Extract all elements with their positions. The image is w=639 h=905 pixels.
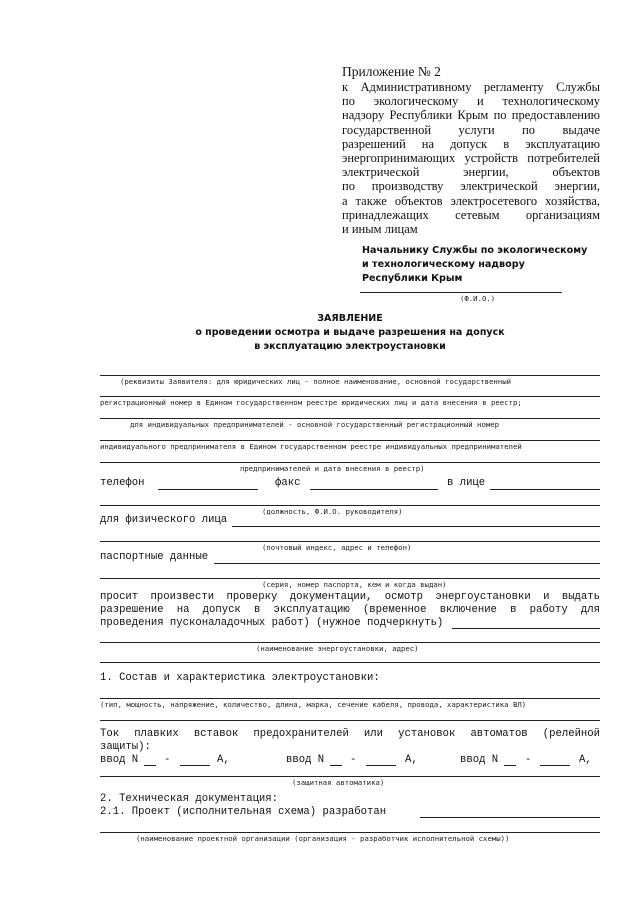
input-2-dash: - bbox=[350, 754, 357, 766]
passport-label: паспортные данные bbox=[100, 551, 209, 563]
requisites-line-4[interactable] bbox=[100, 440, 600, 441]
section2-caption: (наименование проектной организации (организация - разработчик исполнительной схемы)) bbox=[136, 834, 510, 843]
protection-caption: (защитная автоматика) bbox=[292, 778, 385, 787]
requisites-caption-1: (реквизиты Заявителя: для юридических лиц - полное наименование, основной государственный bbox=[120, 377, 511, 386]
position-line[interactable] bbox=[100, 505, 600, 506]
section2-item1-field[interactable] bbox=[420, 817, 600, 818]
fax-label: факс bbox=[275, 477, 301, 489]
section1-line[interactable] bbox=[100, 698, 600, 699]
fio-line[interactable] bbox=[360, 292, 562, 293]
appendix-line: к Административному регламенту Службы bbox=[342, 80, 600, 94]
input-2-unit: А, bbox=[405, 754, 418, 766]
current-line-2: защиты): bbox=[100, 741, 151, 753]
input-3-number-field[interactable] bbox=[504, 765, 516, 766]
passport-field[interactable] bbox=[214, 563, 600, 564]
request-line-1: просит произвести проверку документации, осмотр энергоустановки и выдать bbox=[100, 591, 600, 603]
input-3-dash: - bbox=[525, 754, 532, 766]
address-line[interactable] bbox=[100, 541, 600, 542]
fio-caption: (Ф.И.О.) bbox=[460, 294, 496, 303]
requisites-line-3[interactable] bbox=[100, 418, 600, 419]
appendix-line: по экологическому и технологическому bbox=[342, 94, 600, 109]
request-line-2: разрешение на допуск в эксплуатацию (временное включение в работу для bbox=[100, 604, 600, 616]
input-2-label: ввод N bbox=[286, 754, 325, 766]
passport-caption: (серия, номер паспорта, кем и когда выдан) bbox=[262, 580, 447, 589]
appendix-line: по производству электрической энергии, bbox=[342, 179, 600, 194]
installation-line-2[interactable] bbox=[100, 662, 600, 663]
requisites-line-2[interactable] bbox=[100, 396, 600, 397]
appendix-line: а также объектов электросетевого хозяйства, bbox=[342, 193, 600, 208]
request-line-3: проведения пусконаладочных работ) (нужное подчеркнуть) bbox=[100, 617, 444, 629]
requisites-caption-5: предпринимателей и дата внесения в реестр) bbox=[240, 464, 425, 473]
phone-label: телефон bbox=[100, 477, 145, 489]
address-caption: (почтовый индекс, адрес и телефон) bbox=[262, 543, 412, 552]
statement-title: ЗАЯВЛЕНИЕ bbox=[317, 313, 383, 324]
section2-line[interactable] bbox=[100, 832, 600, 833]
request-line-3-field[interactable] bbox=[452, 628, 600, 629]
individual-field[interactable] bbox=[232, 526, 600, 527]
appendix-line: электрической энергии, объектов bbox=[342, 165, 600, 180]
requisites-line-5[interactable] bbox=[100, 462, 600, 463]
input-3-unit: А, bbox=[579, 754, 592, 766]
person-label: в лице bbox=[447, 477, 486, 489]
appendix-line: надзору Республики Крым по предоставлению bbox=[342, 108, 600, 123]
input-2-value-field[interactable] bbox=[366, 765, 396, 766]
input-1-number-field[interactable] bbox=[144, 765, 156, 766]
fax-field[interactable] bbox=[310, 489, 438, 490]
appendix-line: государственной услуги по выдаче bbox=[342, 122, 600, 137]
appendix-line: принадлежащих сетевым организациям bbox=[342, 207, 600, 222]
section1-caption: (тип, мощность, напряжение, количество, длина, марка, сечение кабеля, провода, характеристика ВЛ) bbox=[100, 700, 527, 709]
appendix-line: и иным лицам bbox=[342, 222, 418, 236]
appendix-line: разрешений на допуск в эксплуатацию bbox=[342, 136, 600, 151]
appendix-title: Приложение № 2 bbox=[342, 64, 441, 79]
requisites-caption-3: для индивидуальных предпринимателей - основной государственный регистрационный номер bbox=[130, 420, 500, 429]
addressee-line-2: и технологическому надвору bbox=[362, 259, 525, 270]
section2-item1: 2.1. Проект (исполнительная схема) разработан bbox=[100, 806, 387, 818]
section1-line-2[interactable] bbox=[100, 720, 600, 721]
input-1-value-field[interactable] bbox=[180, 765, 210, 766]
addressee-line-3: Республики Крым bbox=[362, 273, 463, 284]
installation-caption: (наименование энергоустановки, адрес) bbox=[256, 644, 419, 653]
input-3-label: ввод N bbox=[460, 754, 499, 766]
requisites-line-1[interactable] bbox=[100, 375, 600, 376]
input-3-value-field[interactable] bbox=[540, 765, 570, 766]
input-1-label: ввод N bbox=[100, 754, 139, 766]
input-1-unit: А, bbox=[217, 754, 230, 766]
statement-subtitle-1: о проведении осмотра и выдаче разрешения на допуск bbox=[195, 327, 505, 338]
current-line-1: Ток плавких вставок предохранителей или установок автоматов (релейной bbox=[100, 728, 600, 740]
section1-title: 1. Состав и характеристика электроустановки: bbox=[100, 672, 380, 684]
section2-title: 2. Техническая документация: bbox=[100, 793, 279, 805]
protection-line[interactable] bbox=[100, 776, 600, 777]
passport-line[interactable] bbox=[100, 578, 600, 579]
position-caption: (должность, Ф.И.О. руководителя) bbox=[262, 507, 403, 516]
individual-label: для физического лица bbox=[100, 514, 228, 526]
requisites-caption-2: регистрационный номер в Едином государственном реестре юридических лиц и дата внесения в реестр; bbox=[100, 398, 522, 407]
person-field[interactable] bbox=[490, 489, 600, 490]
installation-line[interactable] bbox=[100, 642, 600, 643]
input-1-dash: - bbox=[164, 754, 171, 766]
appendix-line: энергопринимающих устройств потребителей bbox=[342, 151, 600, 165]
phone-field[interactable] bbox=[158, 489, 258, 490]
addressee-line-1: Начальнику Службы по экологическому bbox=[362, 245, 588, 256]
requisites-caption-4: индивидуального предпринимателя в Едином государственном реестре индивидуальных предпринимателей bbox=[100, 442, 522, 451]
statement-subtitle-2: в эксплуатацию электроустановки bbox=[254, 341, 446, 352]
input-2-number-field[interactable] bbox=[330, 765, 342, 766]
